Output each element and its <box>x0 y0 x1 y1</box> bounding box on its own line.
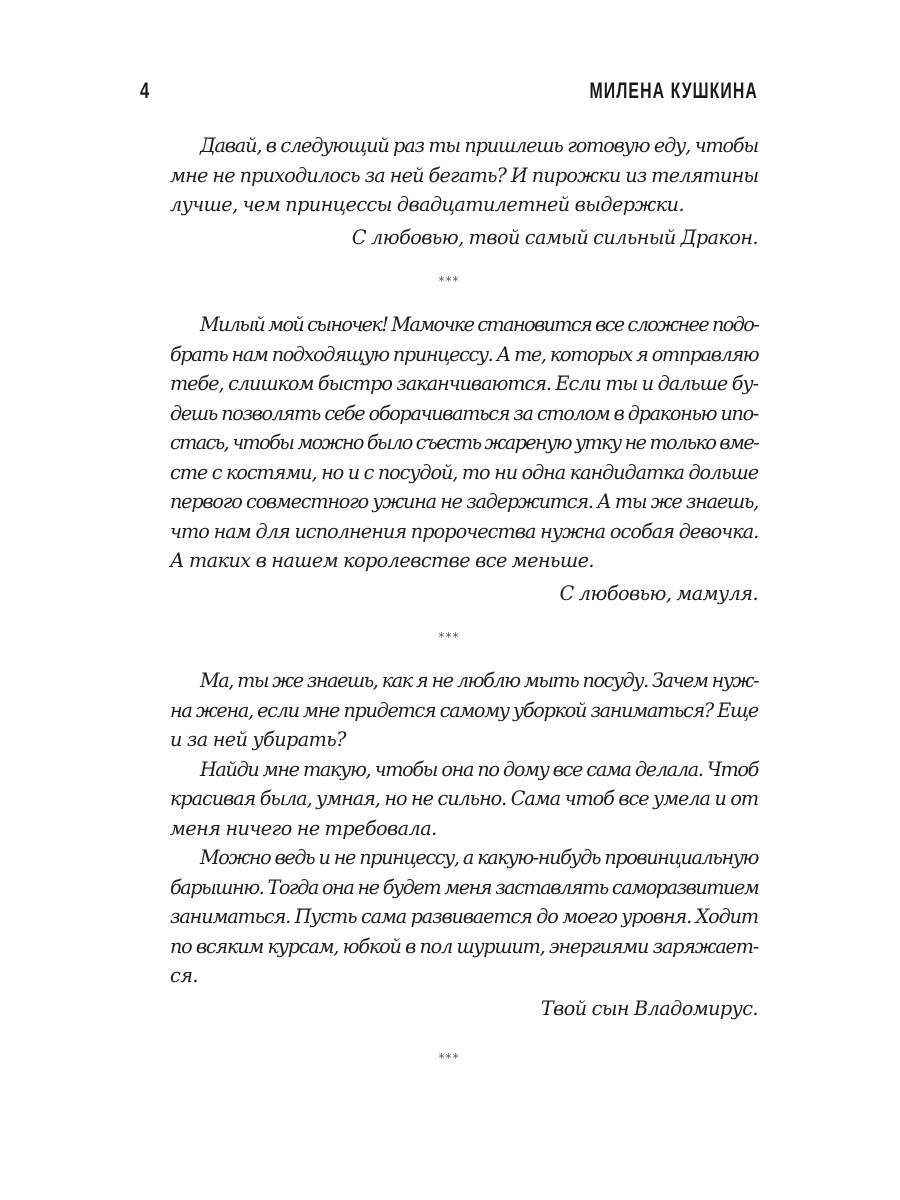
text-line: мне не приходилось за ней бегать? И пирожки из телятины <box>170 163 759 187</box>
letter-dragon <box>140 131 758 252</box>
text-line: Ма, ты же знаешь, как я не люблю мыть посуду. Зачем нуж- <box>200 669 758 692</box>
page-header <box>140 78 758 110</box>
letter-son <box>140 666 758 1023</box>
text-line: Милый мой сыночек! Мамочке становится все сложнее подо- <box>200 313 759 336</box>
text-line: сте с костями, но и с посудой, то ни одна кандидатка дольше <box>170 460 758 484</box>
letter-mother <box>140 310 758 608</box>
text-line: тебе, слишком быстро заканчиваются. Если ты и дальше бу- <box>170 372 758 395</box>
text-line: Давай, в следующий раз ты пришлешь готовую еду, чтобы <box>200 134 758 157</box>
text-line: заниматься. Пусть сама развивается до моего уровня. Ходит <box>170 905 758 928</box>
signature: Твой сын Владомирус. <box>540 996 758 1020</box>
text-line: Можно ведь и не принцессу, а какую-нибудь провинциальную <box>200 846 758 869</box>
running-head-author: МИЛЕНА КУШКИНА <box>589 78 758 103</box>
paragraph <box>140 755 758 844</box>
text-line: Найди мне такую, чтобы она по дому все сама делала. Чтоб <box>200 757 758 781</box>
text-line: барышню. Тогда она не будет меня заставлять саморазвитием <box>170 875 759 899</box>
paragraph <box>140 131 758 220</box>
text-line: по всяким курсам, юбкой в пол шуршит, энергиями заряжает- <box>170 934 758 958</box>
paragraph <box>140 843 758 991</box>
page-number: 4 <box>140 78 150 103</box>
paragraph <box>140 666 758 755</box>
text-line: меня ничего не требовала. <box>170 816 437 840</box>
text-line: красивая была, умная, но не сильно. Сама чтоб все умела и от <box>170 787 758 810</box>
text-line: брать нам подходящую принцессу. А те, которых я отправляю <box>170 342 759 366</box>
section-separator: *** <box>438 630 460 644</box>
section-separator: *** <box>438 1051 460 1065</box>
text-line: на жена, если мне придется самому уборкой заниматься? Еще <box>170 698 758 722</box>
text-line: А таких в нашем королевстве все меньше. <box>170 549 594 572</box>
text-line: первого совместного ужина не задержится. А ты же знаешь, <box>170 490 759 513</box>
section-separator: *** <box>438 274 460 288</box>
paragraph <box>140 310 758 576</box>
signature: С любовью, твой самый сильный Дракон. <box>351 225 758 249</box>
text-line: лучше, чем принцессы двадцатилетней выдержки. <box>170 193 685 216</box>
text-line: ся. <box>170 964 198 987</box>
body-text <box>140 131 758 1073</box>
text-line: что нам для исполнения пророчества нужна особая девочка. <box>170 519 759 543</box>
text-line: стась, чтобы можно было съесть жареную утку не только вме- <box>170 431 758 454</box>
text-line: и за ней убирать? <box>170 728 346 751</box>
text-line: дешь позволять себе оборачиваться за столом в драконью ипо- <box>170 401 758 425</box>
book-page <box>140 0 758 1200</box>
signature: С любовью, мамуля. <box>559 581 758 605</box>
